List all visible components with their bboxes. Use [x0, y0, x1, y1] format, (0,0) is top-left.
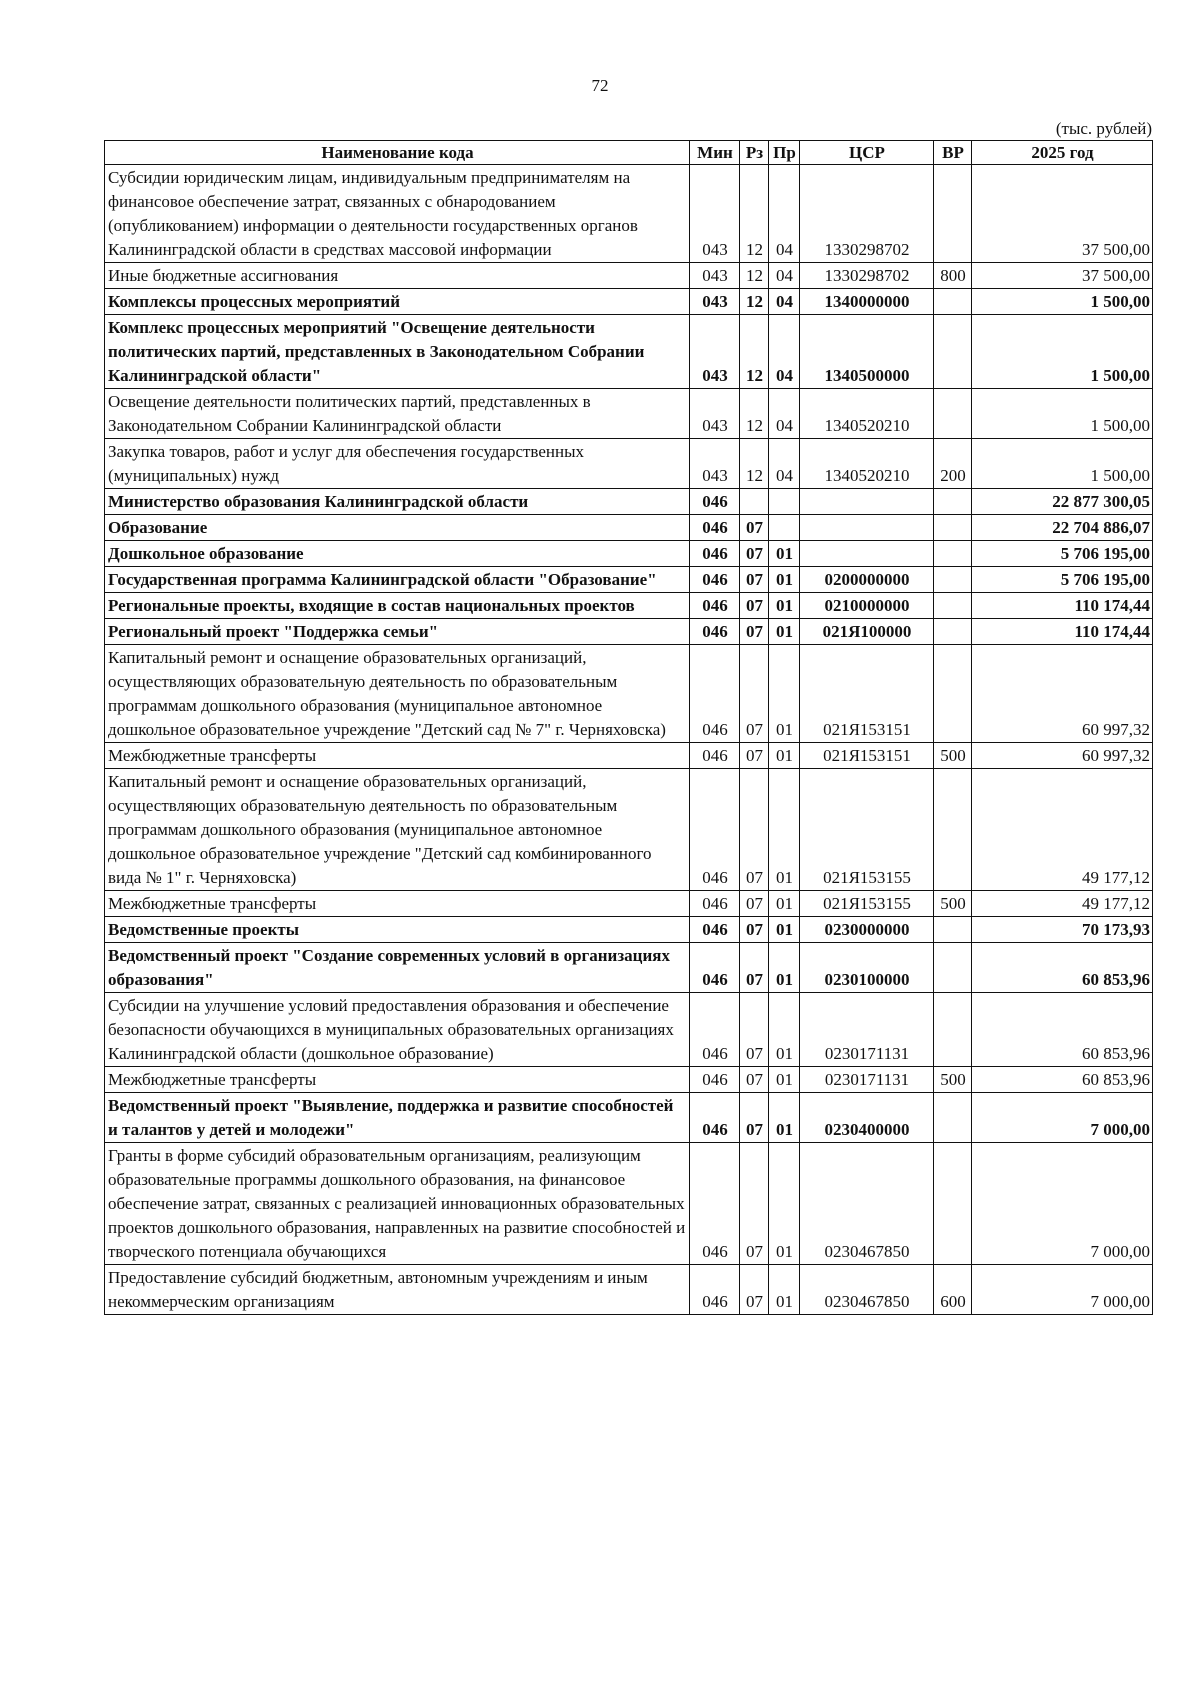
cell-rz: 07 [740, 619, 769, 645]
cell-vr [934, 943, 972, 993]
cell-pr: 04 [769, 315, 800, 389]
cell-amount: 5 706 195,00 [972, 567, 1153, 593]
cell-amount: 49 177,12 [972, 769, 1153, 891]
cell-name: Государственная программа Калининградской области "Образование" [105, 567, 690, 593]
cell-csr [800, 541, 934, 567]
table-row [105, 943, 1153, 993]
table-row [105, 541, 1153, 567]
cell-min: 046 [690, 489, 740, 515]
cell-name: Освещение деятельности политических партий, представленных в Законодательном Собрании Калининградской области [105, 389, 690, 439]
table-header-row [105, 141, 1153, 165]
cell-min: 046 [690, 593, 740, 619]
cell-rz: 07 [740, 943, 769, 993]
table-row [105, 289, 1153, 315]
cell-pr: 01 [769, 993, 800, 1067]
table-row [105, 567, 1153, 593]
table-row [105, 165, 1153, 263]
cell-csr: 1330298702 [800, 263, 934, 289]
cell-rz: 12 [740, 389, 769, 439]
cell-pr: 01 [769, 619, 800, 645]
budget-table [104, 140, 1153, 1315]
table-row [105, 769, 1153, 891]
cell-amount: 60 853,96 [972, 1067, 1153, 1093]
cell-vr [934, 1143, 972, 1265]
cell-min: 046 [690, 1265, 740, 1315]
cell-min: 043 [690, 315, 740, 389]
cell-pr: 01 [769, 943, 800, 993]
cell-name: Региональные проекты, входящие в состав национальных проектов [105, 593, 690, 619]
header-rz: Рз [740, 141, 769, 165]
cell-name: Ведомственный проект "Создание современных условий в организациях образования" [105, 943, 690, 993]
cell-min: 043 [690, 389, 740, 439]
cell-min: 046 [690, 943, 740, 993]
table-row [105, 917, 1153, 943]
cell-name: Капитальный ремонт и оснащение образовательных организаций, осуществляющих образовательную деятельность по образовательным программам дошкольного образования (муниципальное автономное дошкольное образовательное учреждение "Детский сад комбинированного вида № 1" г. Черняховска) [105, 769, 690, 891]
cell-csr: 0230171131 [800, 993, 934, 1067]
cell-amount: 7 000,00 [972, 1265, 1153, 1315]
cell-pr: 01 [769, 1067, 800, 1093]
cell-amount: 60 997,32 [972, 645, 1153, 743]
header-pr: Пр [769, 141, 800, 165]
cell-name: Гранты в форме субсидий образовательным организациям, реализующим образовательные программы дошкольного образования, на финансовое обеспечение затрат, связанных с реализацией инновационных образовательных проектов дошкольного образования, направленных на развитие способностей и творческого потенциала обучающихся [105, 1143, 690, 1265]
cell-vr [934, 593, 972, 619]
cell-rz: 07 [740, 567, 769, 593]
cell-rz: 12 [740, 263, 769, 289]
cell-rz: 07 [740, 1143, 769, 1265]
cell-pr: 01 [769, 891, 800, 917]
cell-pr [769, 515, 800, 541]
cell-vr: 500 [934, 1067, 972, 1093]
cell-rz: 07 [740, 917, 769, 943]
cell-vr [934, 769, 972, 891]
page-number: 72 [591, 76, 609, 95]
cell-vr: 200 [934, 439, 972, 489]
cell-amount: 49 177,12 [972, 891, 1153, 917]
cell-name: Дошкольное образование [105, 541, 690, 567]
cell-min: 046 [690, 769, 740, 891]
cell-rz: 12 [740, 315, 769, 389]
cell-csr: 0230467850 [800, 1265, 934, 1315]
cell-name: Образование [105, 515, 690, 541]
table-row [105, 645, 1153, 743]
cell-min: 046 [690, 645, 740, 743]
cell-amount: 1 500,00 [972, 439, 1153, 489]
header-name: Наименование кода [105, 141, 690, 165]
cell-amount: 1 500,00 [972, 389, 1153, 439]
cell-csr: 0210000000 [800, 593, 934, 619]
cell-name: Субсидии юридическим лицам, индивидуальным предпринимателям на финансовое обеспечение затрат, связанных с обнародованием (опубликованием) информации о деятельности государственных органов Калининградской области в средствах массовой информации [105, 165, 690, 263]
cell-min: 043 [690, 263, 740, 289]
cell-name: Закупка товаров, работ и услуг для обеспечения государственных (муниципальных) нужд [105, 439, 690, 489]
cell-csr: 1340520210 [800, 389, 934, 439]
cell-csr: 021Я153155 [800, 891, 934, 917]
cell-rz: 07 [740, 593, 769, 619]
cell-name: Ведомственные проекты [105, 917, 690, 943]
cell-amount: 37 500,00 [972, 263, 1153, 289]
header-min: Мин [690, 141, 740, 165]
table-row [105, 439, 1153, 489]
cell-name: Межбюджетные трансферты [105, 743, 690, 769]
cell-min: 046 [690, 917, 740, 943]
cell-csr: 1340520210 [800, 439, 934, 489]
cell-csr: 0230400000 [800, 1093, 934, 1143]
table-row [105, 315, 1153, 389]
cell-min: 046 [690, 541, 740, 567]
cell-vr [934, 315, 972, 389]
cell-vr [934, 165, 972, 263]
cell-vr [934, 619, 972, 645]
header-csr: ЦСР [800, 141, 934, 165]
table-row [105, 489, 1153, 515]
cell-amount: 60 853,96 [972, 993, 1153, 1067]
cell-pr: 04 [769, 289, 800, 315]
units-label: (тыс. рублей) [1055, 119, 1152, 138]
cell-name: Межбюджетные трансферты [105, 1067, 690, 1093]
cell-pr: 04 [769, 165, 800, 263]
cell-csr: 1340500000 [800, 315, 934, 389]
cell-vr [934, 289, 972, 315]
cell-amount: 110 174,44 [972, 619, 1153, 645]
cell-amount: 60 997,32 [972, 743, 1153, 769]
cell-pr: 01 [769, 769, 800, 891]
cell-pr: 01 [769, 567, 800, 593]
cell-rz: 07 [740, 645, 769, 743]
cell-vr [934, 1093, 972, 1143]
cell-min: 043 [690, 289, 740, 315]
cell-rz [740, 489, 769, 515]
cell-min: 046 [690, 993, 740, 1067]
cell-csr: 0230467850 [800, 1143, 934, 1265]
cell-rz: 07 [740, 993, 769, 1067]
cell-csr: 021Я153151 [800, 743, 934, 769]
cell-amount: 7 000,00 [972, 1143, 1153, 1265]
table-row [105, 1067, 1153, 1093]
cell-rz: 12 [740, 439, 769, 489]
table-row [105, 515, 1153, 541]
table-row [105, 993, 1153, 1067]
table-row [105, 263, 1153, 289]
cell-amount: 22 704 886,07 [972, 515, 1153, 541]
cell-pr: 04 [769, 263, 800, 289]
cell-rz: 07 [740, 515, 769, 541]
cell-min: 046 [690, 1143, 740, 1265]
cell-pr: 04 [769, 389, 800, 439]
cell-csr: 0200000000 [800, 567, 934, 593]
header-vr: ВР [934, 141, 972, 165]
cell-min: 046 [690, 1093, 740, 1143]
cell-pr: 01 [769, 645, 800, 743]
cell-pr [769, 489, 800, 515]
cell-pr: 01 [769, 743, 800, 769]
cell-amount: 37 500,00 [972, 165, 1153, 263]
cell-csr: 021Я153155 [800, 769, 934, 891]
cell-csr: 1340000000 [800, 289, 934, 315]
cell-pr: 04 [769, 439, 800, 489]
cell-pr: 01 [769, 1093, 800, 1143]
table-row [105, 743, 1153, 769]
cell-csr: 0230100000 [800, 943, 934, 993]
table-row [105, 593, 1153, 619]
table-row [105, 891, 1153, 917]
cell-vr: 600 [934, 1265, 972, 1315]
cell-pr: 01 [769, 917, 800, 943]
table-row [105, 1093, 1153, 1143]
cell-amount: 60 853,96 [972, 943, 1153, 993]
cell-min: 046 [690, 1067, 740, 1093]
header-year: 2025 год [972, 141, 1153, 165]
cell-amount: 7 000,00 [972, 1093, 1153, 1143]
cell-min: 043 [690, 165, 740, 263]
cell-rz: 12 [740, 289, 769, 315]
cell-amount: 110 174,44 [972, 593, 1153, 619]
cell-name: Иные бюджетные ассигнования [105, 263, 690, 289]
cell-min: 046 [690, 515, 740, 541]
cell-name: Комплексы процессных мероприятий [105, 289, 690, 315]
cell-rz: 07 [740, 769, 769, 891]
cell-csr: 1330298702 [800, 165, 934, 263]
table-row [105, 619, 1153, 645]
table-row [105, 1265, 1153, 1315]
cell-amount: 70 173,93 [972, 917, 1153, 943]
cell-min: 046 [690, 619, 740, 645]
table-body [105, 165, 1153, 1315]
cell-vr [934, 489, 972, 515]
cell-rz: 07 [740, 1067, 769, 1093]
cell-amount: 1 500,00 [972, 315, 1153, 389]
cell-name: Субсидии на улучшение условий предоставления образования и обеспечение безопасности обучающихся в муниципальных образовательных организациях Калининградской области (дошкольное образование) [105, 993, 690, 1067]
cell-amount: 5 706 195,00 [972, 541, 1153, 567]
cell-vr [934, 567, 972, 593]
cell-vr: 500 [934, 743, 972, 769]
cell-rz: 07 [740, 1093, 769, 1143]
cell-csr [800, 515, 934, 541]
cell-pr: 01 [769, 541, 800, 567]
cell-vr: 800 [934, 263, 972, 289]
cell-min: 046 [690, 743, 740, 769]
cell-rz: 07 [740, 541, 769, 567]
cell-csr: 0230000000 [800, 917, 934, 943]
cell-vr [934, 389, 972, 439]
cell-csr [800, 489, 934, 515]
cell-min: 046 [690, 567, 740, 593]
cell-name: Межбюджетные трансферты [105, 891, 690, 917]
cell-csr: 021Я153151 [800, 645, 934, 743]
cell-amount: 1 500,00 [972, 289, 1153, 315]
cell-vr [934, 645, 972, 743]
cell-rz: 12 [740, 165, 769, 263]
cell-name: Ведомственный проект "Выявление, поддержка и развитие способностей и талантов у детей и молодежи" [105, 1093, 690, 1143]
cell-pr: 01 [769, 1143, 800, 1265]
cell-vr: 500 [934, 891, 972, 917]
cell-csr: 0230171131 [800, 1067, 934, 1093]
cell-vr [934, 541, 972, 567]
table-row [105, 1143, 1153, 1265]
cell-name: Региональный проект "Поддержка семьи" [105, 619, 690, 645]
cell-csr: 021Я100000 [800, 619, 934, 645]
cell-min: 043 [690, 439, 740, 489]
cell-amount: 22 877 300,05 [972, 489, 1153, 515]
cell-name: Предоставление субсидий бюджетным, автономным учреждениям и иным некоммерческим организациям [105, 1265, 690, 1315]
cell-rz: 07 [740, 743, 769, 769]
cell-name: Министерство образования Калининградской области [105, 489, 690, 515]
cell-rz: 07 [740, 891, 769, 917]
cell-pr: 01 [769, 1265, 800, 1315]
cell-min: 046 [690, 891, 740, 917]
cell-vr [934, 993, 972, 1067]
cell-pr: 01 [769, 593, 800, 619]
cell-vr [934, 515, 972, 541]
cell-name: Капитальный ремонт и оснащение образовательных организаций, осуществляющих образовательную деятельность по образовательным программам дошкольного образования (муниципальное автономное дошкольное образовательное учреждение "Детский сад № 7" г. Черняховска) [105, 645, 690, 743]
table-row [105, 389, 1153, 439]
cell-name: Комплекс процессных мероприятий "Освещение деятельности политических партий, представленных в Законодательном Собрании Калининградской области" [105, 315, 690, 389]
cell-vr [934, 917, 972, 943]
cell-rz: 07 [740, 1265, 769, 1315]
